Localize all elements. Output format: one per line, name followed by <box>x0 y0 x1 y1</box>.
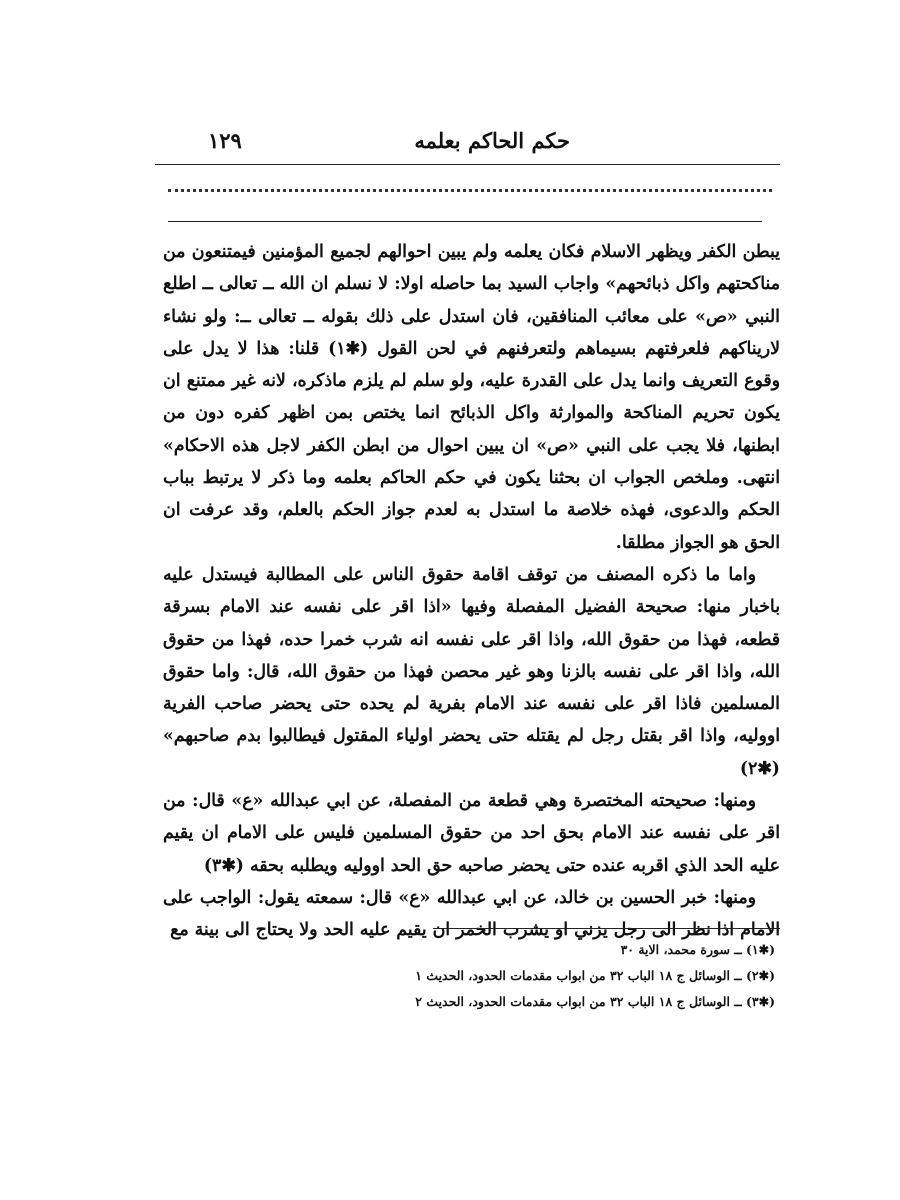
running-header <box>150 124 780 164</box>
paragraph-3: ومنها: صحيحته المختصرة وهي قطعة من المفصلة، عن ابي عبدالله «ع» قال: من اقر على نفسه عند الامام بحق احد من حقوق المسلمين فليس على الامام ان يقيم عليه الحد الذي اقربه عنده حتى يحضر صاحبه حق الحد اووليه ويطلبه بحقه (✱٣) <box>163 791 780 876</box>
footnote-3: (✱٣) ــ الوسائل ج ١٨ الباب ٣٢ من ابواب مقدمات الحدود، الحديث ٢ <box>415 994 775 1009</box>
paragraph-2: واما ما ذكره المصنف من توقف اقامة حقوق الناس على المطالبة فيستدل عليه باخبار منها: صحيحة الفضيل المفصلة وفيها «اذا اقر على نفسه عند الامام بسرقة قطعه، فهذا من حقوق الله، واذا اقر على نفسه انه شرب خمرا حده، فهذا من حقوق الله، واذا اقر على نفسه بالزنا وهو غير محصن فهذا من حقوق الله، قال: واما حقوق المسلمين فاذا اقر على نفسه عند الامام بفرية لم يحده حتى يحضر صاحب الفرية اووليه، واذا اقر بقتل رجل لم يقتله حتى يحضر اولياء المقتول فيطالبوا بدم صاحبهم» (✱٢) <box>163 564 780 779</box>
paragraph-4: ومنها: خبر الحسين بن خالد، عن ابي عبدالله «ع» قال: سمعته يقول: الواجب على الامام اذا نظر الى رجل يزني او يشرب الخمر ان يقيم عليه الحد ولا يحتاج الى بينة مع <box>163 887 780 941</box>
footnote-2: (✱٢) ــ الوسائل ج ١٨ الباب ٣٢ من ابواب مقدمات الحدود، الحديث ١ <box>415 968 775 983</box>
footnote-rule <box>433 928 780 929</box>
section-rule <box>168 221 762 222</box>
paragraph-1: يبطن الكفر ويظهر الاسلام فكان يعلمه ولم يبين احوالهم لجميع المؤمنين فيمتنعون من مناكحتهم واكل ذبائحهم» واجاب السيد بما حاصله اولا: لا نسلم ان الله ــ تعالى ــ اطلع النبي «ص» على معائب المنافقين، فان استدل على ذلك بقوله ــ تعالى ــ: ولو نشاء لاريناكهم فلعرفتهم بسيماهم ولتعرفنهم في لحن القول (✱١) قلنا: هذا لا يدل على وقوع التعريف وانما يدل على القدرة عليه، ولو سلم لم يلزم ماذكره، لانه غير ممتنع ان يكون تحريم المناكحة والموارثة واكل الذبائح انما يختص بمن اظهر كفره دون من ابطنها، فلا يجب على النبي «ص» ان يبين احوال من ابطن الكفر لاجل هذه الاحكام» انتهى. وملخص الجواب ان بحثنا يكون في حكم الحاكم بعلمه وما ذكر لا يرتبط بباب الحكم والدعوى، فهذه خلاصة ما استدل به لعدم جواز الحكم بالعلم، وقد عرفت ان الحق هو الجواز مطلقا. <box>163 242 780 553</box>
dotted-separator <box>168 189 772 192</box>
footnotes <box>300 937 775 1015</box>
page-number: ١٢٩ <box>208 128 242 153</box>
header-rule <box>155 164 780 165</box>
body-text <box>163 236 780 947</box>
footnote-1: (✱١) ــ سورة محمد، الاية ٣٠ <box>620 942 775 957</box>
running-title: حكم الحاكم بعلمه <box>414 128 570 153</box>
